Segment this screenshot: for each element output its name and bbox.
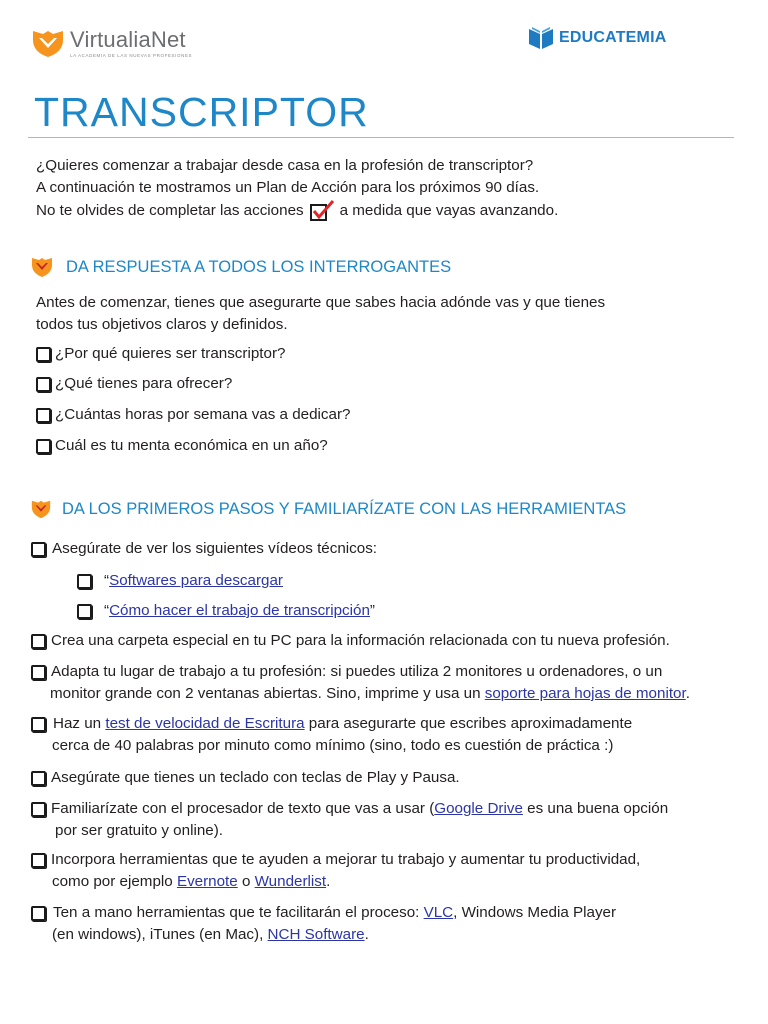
checkbox[interactable] <box>36 347 51 362</box>
checklist-item <box>31 767 460 789</box>
virtualianet-logo <box>30 28 192 58</box>
checklist-item-label: Incorpora herramientas que te ayuden a mejorar tu trabajo y aumentar tu productividad, <box>51 851 641 868</box>
link-evernote[interactable]: Evernote <box>176 873 238 890</box>
checklist-item <box>36 373 232 395</box>
section-2-title: DA LOS PRIMEROS PASOS Y FAMILIARÍZATE CON LAS HERRAMIENTAS <box>62 499 627 518</box>
educatemia-logo <box>528 26 666 50</box>
checkbox[interactable] <box>36 439 51 454</box>
item-text: Haz un <box>53 715 106 732</box>
intro-line-1: ¿Quieres comenzar a trabajar desde casa en la profesión de transcriptor? <box>36 157 534 174</box>
period: . <box>685 685 690 702</box>
page-title: TRANSCRIPTOR <box>34 89 369 135</box>
checklist-item-continuation <box>52 871 330 893</box>
link-test-velocidad[interactable]: test de velocidad de Escritura <box>105 715 305 732</box>
virtualianet-tagline: LA ACADEMIA DE LAS NUEVAS PROFESIONES <box>70 53 193 58</box>
period: . <box>326 873 331 890</box>
intro-line-3 <box>36 200 558 222</box>
checklist-item-video-2 <box>77 600 375 622</box>
item-text: monitor grande con 2 ventanas abiertas. Sino, imprime y usa un <box>50 685 485 702</box>
virtualianet-shield-icon <box>30 498 52 520</box>
video-link-softwares[interactable]: Softwares para descargar <box>109 572 283 589</box>
checklist-item-label: ¿Cuántas horas por semana vas a dedicar? <box>55 406 351 423</box>
checklist-item-label <box>51 798 668 820</box>
virtualianet-brand: VirtualiaNet <box>70 27 186 52</box>
link-wunderlist[interactable]: Wunderlist <box>254 873 327 890</box>
item-text: , Windows Media Player <box>453 904 617 921</box>
checked-box-icon <box>310 200 336 222</box>
item-text: es una buena opción <box>522 800 669 817</box>
checklist-item-continuation <box>52 924 369 946</box>
checklist-item-label: ¿Por qué quieres ser transcriptor? <box>55 345 286 362</box>
checklist-item-label: Cuál es tu menta económica en un año? <box>55 437 328 454</box>
close-quote: ” <box>369 602 375 619</box>
checkbox[interactable] <box>31 634 46 649</box>
item-text: Familiarízate con el procesador de texto que vas a usar ( <box>51 800 435 817</box>
section-2-heading <box>30 498 626 520</box>
checklist-item <box>31 713 632 735</box>
checklist-item <box>31 798 668 820</box>
checklist-item-label: Asegúrate de ver los siguientes vídeos técnicos: <box>52 540 378 557</box>
intro-line-2: A continuación te mostramos un Plan de Acción para los próximos 90 días. <box>36 179 540 196</box>
checklist-item-label <box>53 713 632 735</box>
intro-line-3-after: a medida que vayas avanzando. <box>339 202 559 219</box>
link-google-drive[interactable]: Google Drive <box>434 800 523 817</box>
checklist-item-continuation <box>50 683 690 705</box>
checklist-item-label <box>53 902 616 924</box>
checkbox[interactable] <box>31 771 46 786</box>
virtualianet-shield-icon <box>30 28 66 58</box>
checklist-item <box>36 435 328 457</box>
checklist-item <box>31 630 670 652</box>
item-text: Ten a mano herramientas que te facilitarán el proceso: <box>53 904 424 921</box>
virtualianet-shield-icon <box>30 256 54 278</box>
section-1-heading <box>30 256 451 278</box>
link-soporte-monitor[interactable]: soporte para hojas de monitor <box>484 685 686 702</box>
section-1-paragraph-line-1: Antes de comenzar, tienes que asegurarte que sabes hacia adónde vas y que tienes <box>36 294 606 311</box>
checklist-item <box>31 902 616 924</box>
checklist-item-label: Asegúrate que tienes un teclado con teclas de Play y Pausa. <box>51 769 460 786</box>
checklist-item-label: Crea una carpeta especial en tu PC para la información relacionada con tu nueva profesión. <box>51 632 670 649</box>
video-link-transcripcion[interactable]: Cómo hacer el trabajo de transcripción <box>109 602 370 619</box>
checkbox[interactable] <box>31 906 46 921</box>
checklist-item-label: ¿Qué tienes para ofrecer? <box>55 375 233 392</box>
checklist-item-video-1 <box>77 570 283 592</box>
checklist-item <box>36 343 285 365</box>
checkbox[interactable] <box>31 717 46 732</box>
link-vlc[interactable]: VLC <box>423 904 454 921</box>
checkbox[interactable] <box>31 665 46 680</box>
educatemia-book-icon <box>528 26 554 50</box>
intro-line-3-before: No te olvides de completar las acciones <box>36 202 304 219</box>
link-nch-software[interactable]: NCH Software <box>267 926 365 943</box>
checkbox[interactable] <box>36 377 51 392</box>
checkbox[interactable] <box>31 542 46 557</box>
checkbox[interactable] <box>77 574 92 589</box>
checklist-item <box>31 661 662 683</box>
checklist-item <box>31 538 377 560</box>
item-text: o <box>237 873 255 890</box>
title-divider <box>28 137 734 138</box>
checkbox[interactable] <box>36 408 51 423</box>
checkbox[interactable] <box>31 853 46 868</box>
checkbox[interactable] <box>77 604 92 619</box>
open-quote: “ <box>104 602 110 619</box>
checklist-item-label: Adapta tu lugar de trabajo a tu profesión: si puedes utiliza 2 monitores u ordenadores, o un <box>51 663 663 680</box>
item-text: (en windows), iTunes (en Mac), <box>52 926 268 943</box>
checklist-item <box>36 404 350 426</box>
checkbox[interactable] <box>31 802 46 817</box>
educatemia-brand: EDUCATEMIA <box>559 29 667 46</box>
checklist-item-continuation: cerca de 40 palabras por minuto como mínimo (sino, todo es cuestión de práctica :) <box>52 737 614 754</box>
checklist-item <box>31 849 640 871</box>
item-text: como por ejemplo <box>52 873 177 890</box>
open-quote: “ <box>104 572 110 589</box>
period: . <box>364 926 369 943</box>
item-text: para asegurarte que escribes aproximadamente <box>304 715 633 732</box>
section-1-title: DA RESPUESTA A TODOS LOS INTERROGANTES <box>66 257 452 276</box>
checklist-item-continuation: por ser gratuito y online). <box>55 822 223 839</box>
section-1-paragraph-line-2: todos tus objetivos claros y definidos. <box>36 316 288 333</box>
